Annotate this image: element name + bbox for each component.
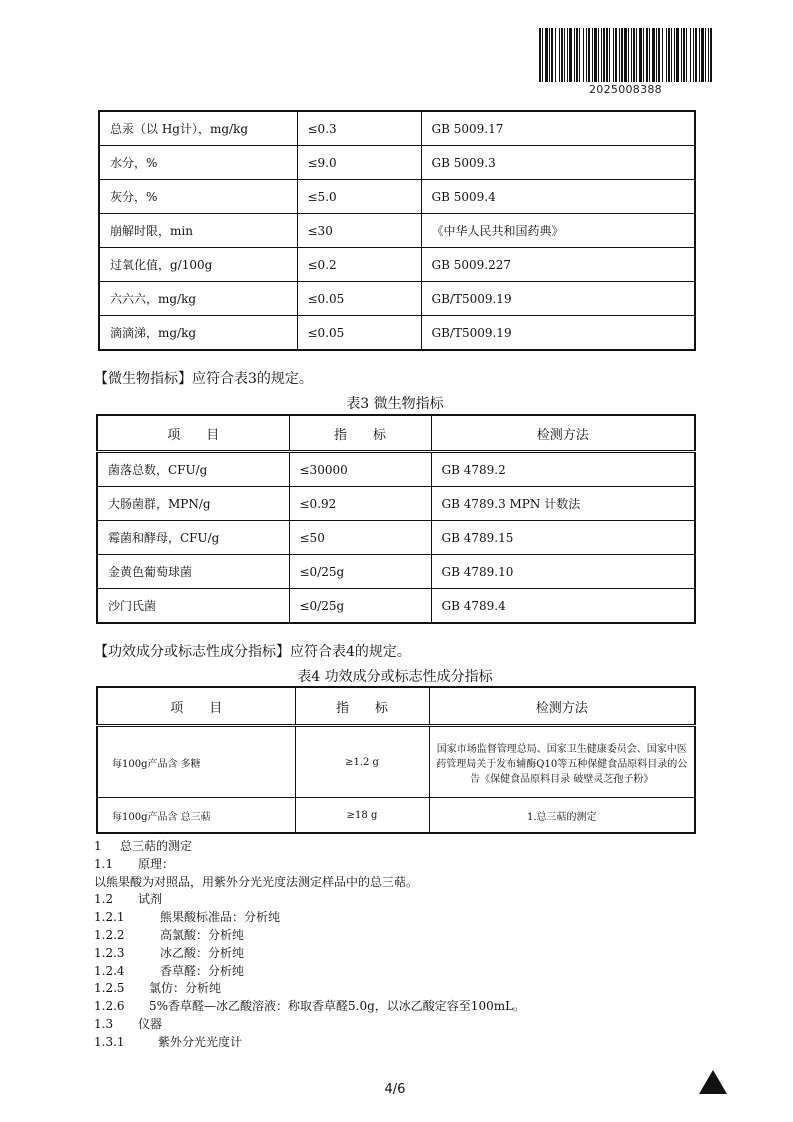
method-line-text: 仪器 bbox=[138, 1016, 163, 1031]
method-cell: GB 5009.4 bbox=[421, 180, 695, 214]
indicator-cell: ≤9.0 bbox=[297, 146, 421, 180]
barcode-bar bbox=[594, 28, 597, 82]
barcode-bar bbox=[686, 28, 687, 82]
barcode-bar bbox=[598, 28, 599, 82]
barcode-bar bbox=[710, 28, 712, 82]
item-cell: 崩解时限，min bbox=[99, 214, 297, 248]
table-row bbox=[97, 589, 695, 624]
barcode-bar bbox=[606, 28, 608, 82]
barcode-bar bbox=[579, 28, 580, 82]
item-cell: 六六六，mg/kg bbox=[99, 282, 297, 316]
barcode-bar bbox=[649, 28, 650, 82]
barcode-bar bbox=[555, 28, 556, 82]
barcode-bar bbox=[539, 28, 541, 82]
barcode-bar bbox=[551, 28, 553, 82]
barcode-bar bbox=[564, 28, 565, 82]
barcode-bar bbox=[592, 28, 593, 82]
barcode-bar bbox=[583, 28, 584, 82]
method-line bbox=[94, 998, 525, 1016]
method-line-text: 氯仿：分析纯 bbox=[149, 981, 222, 996]
item-cell: 金黄色葡萄球菌 bbox=[97, 555, 289, 589]
item-cell: 水分，% bbox=[99, 146, 297, 180]
method-line bbox=[94, 909, 525, 927]
method-cell: 国家市场监督管理总局、国家卫生健康委员会、国家中医药管理局关于发布辅酶Q10等五种保健食品原料目录的公告《保健食品原料目录 破壁灵芝孢子粉》 bbox=[429, 726, 695, 798]
method-line bbox=[94, 891, 525, 909]
barcode-bar bbox=[666, 28, 667, 82]
indicator-cell: ≤0.3 bbox=[297, 111, 421, 146]
table4-caption: 表4 功效成分或标志性成分指标 bbox=[297, 669, 493, 685]
indicator-cell: ≤0.92 bbox=[289, 487, 431, 521]
barcode-bar bbox=[633, 28, 635, 82]
method-line-number: 1.1 bbox=[94, 856, 114, 871]
barcode-bar bbox=[549, 28, 550, 82]
page-number: 4/6 bbox=[384, 1082, 406, 1097]
method-line bbox=[94, 927, 525, 945]
barcode-bar bbox=[708, 28, 709, 82]
method-line-number: 1.2.1 bbox=[94, 910, 125, 925]
method-line-text: 高氯酸：分析纯 bbox=[160, 927, 245, 942]
method-cell: GB 4789.15 bbox=[431, 521, 695, 555]
method-line bbox=[94, 1034, 525, 1052]
table-row bbox=[99, 180, 695, 214]
barcode-bar bbox=[619, 28, 620, 82]
table-row bbox=[99, 282, 695, 316]
barcode-bar bbox=[609, 28, 610, 82]
indicator-cell: ≤0.05 bbox=[297, 316, 421, 351]
method-line-number: 1.2 bbox=[94, 892, 114, 907]
method-line-number: 1.2.4 bbox=[94, 963, 125, 978]
method-line-number: 1.2.3 bbox=[94, 945, 125, 960]
barcode-bar bbox=[569, 28, 572, 82]
triangle-icon bbox=[698, 1069, 728, 1095]
microbial-table bbox=[96, 414, 696, 624]
method-cell: GB 4789.3 MPN 计数法 bbox=[431, 487, 695, 521]
indicator-cell: ≤0/25g bbox=[289, 589, 431, 624]
barcode-bar bbox=[588, 28, 590, 82]
table-row bbox=[97, 555, 695, 589]
barcode-bar bbox=[671, 28, 672, 82]
table-row bbox=[99, 214, 695, 248]
barcode-bar bbox=[574, 28, 575, 82]
indicator-cell: ≥1.2 g bbox=[295, 726, 429, 798]
method-cell: GB/T5009.19 bbox=[421, 282, 695, 316]
method-line-number: 1.3 bbox=[94, 1016, 114, 1031]
method-line-text: 原理： bbox=[138, 856, 175, 871]
method-line bbox=[94, 980, 525, 998]
barcode-bar bbox=[668, 28, 670, 82]
header-method: 检测方法 bbox=[431, 415, 695, 452]
indicator-cell: ≤0/25g bbox=[289, 555, 431, 589]
barcode-bar bbox=[561, 28, 563, 82]
method-line-text: 熊果酸标准品：分析纯 bbox=[160, 910, 281, 925]
barcode-bar bbox=[656, 28, 657, 82]
header-indicator: 指 标 bbox=[295, 687, 429, 726]
table-row bbox=[97, 798, 695, 834]
header-item: 项 目 bbox=[97, 415, 289, 452]
barcode-bar bbox=[631, 28, 632, 82]
table-row bbox=[97, 487, 695, 521]
item-cell: 菌落总数，CFU/g bbox=[97, 452, 289, 487]
barcode-bar bbox=[652, 28, 655, 82]
barcode-bar bbox=[559, 28, 560, 82]
barcode-bar bbox=[676, 28, 679, 82]
barcode-bar bbox=[699, 28, 700, 82]
barcode-bar bbox=[576, 28, 578, 82]
barcode-bar bbox=[690, 28, 691, 82]
barcode-bar bbox=[567, 28, 568, 82]
table-row bbox=[97, 726, 695, 798]
method-line-text: 冰乙酸：分析纯 bbox=[160, 945, 245, 960]
indicator-cell: ≤30000 bbox=[289, 452, 431, 487]
barcode-bar bbox=[639, 28, 642, 82]
method-line bbox=[94, 945, 525, 963]
method-line-number: 1.3.1 bbox=[94, 1034, 125, 1049]
method-line-text: 试剂 bbox=[138, 892, 163, 907]
barcode-bar bbox=[628, 28, 629, 82]
barcode-bar bbox=[586, 28, 587, 82]
barcode-number: 2025008388 bbox=[589, 83, 662, 96]
header-indicator: 指 标 bbox=[289, 415, 431, 452]
barcode-bar bbox=[613, 28, 614, 82]
barcode-bar bbox=[545, 28, 548, 82]
barcode-bar bbox=[674, 28, 675, 82]
method-line bbox=[94, 838, 525, 856]
table-row bbox=[99, 248, 695, 282]
table-row bbox=[97, 452, 695, 487]
item-cell: 霉菌和酵母，CFU/g bbox=[97, 521, 289, 555]
item-cell: 总汞（以 Hg计），mg/kg bbox=[99, 111, 297, 146]
method-cell: GB 5009.3 bbox=[421, 146, 695, 180]
method-cell: GB 4789.2 bbox=[431, 452, 695, 487]
indicator-cell: ≤50 bbox=[289, 521, 431, 555]
item-cell: 沙门氏菌 bbox=[97, 589, 289, 624]
item-cell: 每100g产品含 多糖 bbox=[97, 726, 295, 798]
barcode-bar bbox=[662, 28, 663, 82]
table3-caption: 表3 微生物指标 bbox=[346, 396, 444, 412]
indicator-cell: ≥18 g bbox=[295, 798, 429, 834]
method-line-text: 以熊果酸为对照品，用紫外分光光度法测定样品中的总三萜。 bbox=[94, 874, 419, 889]
barcode-bar bbox=[701, 28, 704, 82]
indicator-cell: ≤0.05 bbox=[297, 282, 421, 316]
barcode-bar bbox=[621, 28, 623, 82]
method-line-number: 1.2.2 bbox=[94, 927, 125, 942]
barcode-bar bbox=[624, 28, 627, 82]
micro-intro: 【微生物指标】应符合表3的规定。 bbox=[94, 371, 313, 387]
table-row bbox=[99, 316, 695, 351]
item-cell: 滴滴涕，mg/kg bbox=[99, 316, 297, 351]
method-cell: GB 5009.17 bbox=[421, 111, 695, 146]
item-cell: 灰分，% bbox=[99, 180, 297, 214]
method-line-text: 总三萜的测定 bbox=[120, 839, 193, 853]
method-line-number: 1 bbox=[94, 839, 102, 853]
method-line bbox=[94, 874, 525, 892]
barcode-bars bbox=[537, 28, 714, 82]
table-row bbox=[97, 521, 695, 555]
barcode-bar bbox=[636, 28, 637, 82]
functional-table bbox=[96, 686, 696, 834]
barcode-bar bbox=[601, 28, 602, 82]
method-section bbox=[94, 838, 525, 1052]
table-row bbox=[99, 111, 695, 146]
method-cell: GB 5009.227 bbox=[421, 248, 695, 282]
barcode bbox=[537, 28, 714, 96]
method-cell: 《中华人民共和国药典》 bbox=[421, 214, 695, 248]
barcode-bar bbox=[695, 28, 697, 82]
method-line bbox=[94, 963, 525, 981]
table-row bbox=[99, 146, 695, 180]
method-cell: GB 4789.4 bbox=[431, 589, 695, 624]
barcode-bar bbox=[646, 28, 648, 82]
barcode-bar bbox=[681, 28, 682, 82]
method-line-number: 1.2.5 bbox=[94, 981, 125, 996]
barcode-bar bbox=[693, 28, 694, 82]
barcode-bar bbox=[643, 28, 644, 82]
item-cell: 大肠菌群，MPN/g bbox=[97, 487, 289, 521]
indicator-cell: ≤30 bbox=[297, 214, 421, 248]
barcode-bar bbox=[705, 28, 706, 82]
indicator-cell: ≤5.0 bbox=[297, 180, 421, 214]
functional-intro: 【功效成分或标志性成分指标】应符合表4的规定。 bbox=[94, 644, 411, 660]
header-item: 项 目 bbox=[97, 687, 295, 726]
header-method: 检测方法 bbox=[429, 687, 695, 726]
method-line-text: 紫外分光光度计 bbox=[158, 1034, 243, 1049]
item-cell: 每100g产品含 总三萜 bbox=[97, 798, 295, 834]
method-line bbox=[94, 856, 525, 874]
method-cell: GB 4789.10 bbox=[431, 555, 695, 589]
barcode-bar bbox=[615, 28, 617, 82]
barcode-bar bbox=[603, 28, 605, 82]
barcode-bar bbox=[658, 28, 660, 82]
method-line bbox=[94, 1016, 525, 1034]
barcode-bar bbox=[542, 28, 543, 82]
item-cell: 过氧化值，g/100g bbox=[99, 248, 297, 282]
barcode-bar bbox=[683, 28, 685, 82]
method-line-number: 1.2.6 bbox=[94, 999, 125, 1014]
indicator-cell: ≤0.2 bbox=[297, 248, 421, 282]
physchem-table bbox=[98, 110, 696, 351]
method-cell: GB/T5009.19 bbox=[421, 316, 695, 351]
method-cell: 1.总三萜的测定 bbox=[429, 798, 695, 834]
method-line-text: 香草醛：分析纯 bbox=[160, 963, 245, 978]
method-line-text: 5%香草醛—冰乙酸溶液：称取香草醛5.0g，以冰乙酸定容至100mL。 bbox=[149, 999, 526, 1014]
